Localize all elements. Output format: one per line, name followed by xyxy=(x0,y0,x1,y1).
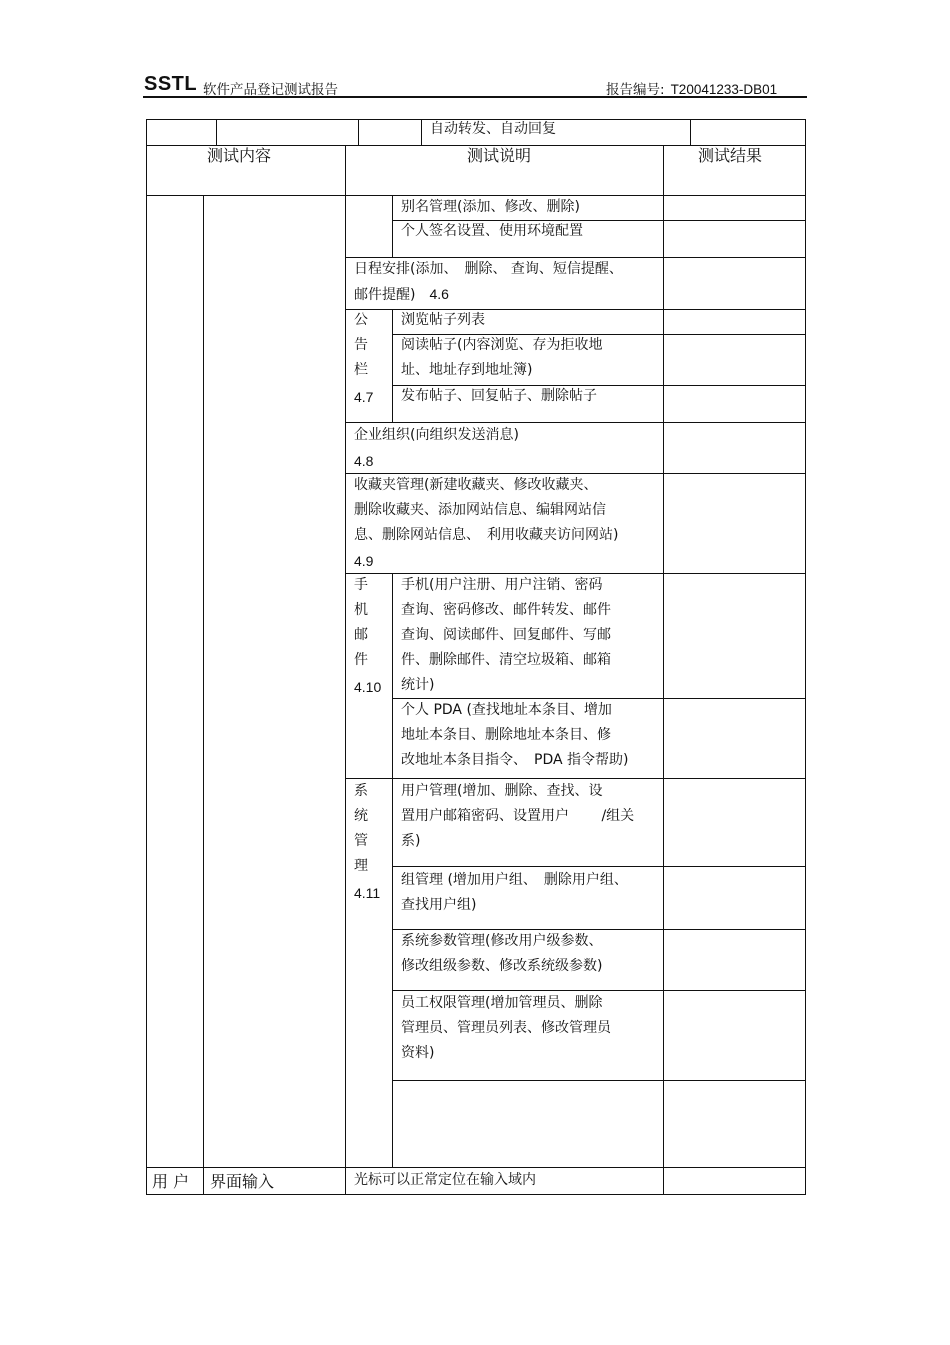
cell-ui-input: 界面输入 xyxy=(210,1172,275,1191)
top-row-text: 自动转发、自动回复 xyxy=(430,121,556,137)
column-header-result: 测试结果 xyxy=(698,146,763,165)
table-border xyxy=(663,145,664,1195)
cell-read-posts: 址、地址存到地址簿) xyxy=(401,362,533,378)
table-border xyxy=(805,119,806,1195)
cell-pda: 改地址本条目指令、 PDA 指令帮助) xyxy=(401,752,629,768)
mobile-char: 机 xyxy=(354,602,368,618)
schedule-text: 邮件提醒) xyxy=(354,287,416,303)
table-border xyxy=(392,866,806,867)
cell-group-mgmt: 查找用户组) xyxy=(401,897,477,913)
column-header-description: 测试说明 xyxy=(467,146,532,165)
mobile-char: 邮 xyxy=(354,627,368,643)
cell-signature: 个人签名设置、使用环境配置 xyxy=(401,223,583,239)
cell-system-params: 修改组级参数、修改系统级参数) xyxy=(401,958,603,974)
report-number-value: T20041233-DB01 xyxy=(670,82,778,97)
table-border xyxy=(392,1080,806,1081)
mobile-section-number: 4.10 xyxy=(354,679,382,695)
system-char: 理 xyxy=(354,858,368,874)
header-divider xyxy=(143,96,807,98)
table-border xyxy=(146,195,147,1195)
table-border xyxy=(345,145,346,1195)
system-char: 统 xyxy=(354,808,368,824)
system-char: 系 xyxy=(354,783,368,799)
cell-user-mgmt: 置用户邮箱密码、设置用户 /组关 xyxy=(401,808,635,824)
bulletin-char: 告 xyxy=(354,337,368,353)
table-border xyxy=(421,119,422,145)
cell-pda: 个人 PDA (查找地址本条目、增加 xyxy=(401,702,612,718)
system-section-number: 4.11 xyxy=(354,885,381,901)
cell-system-params: 系统参数管理(修改用户级参数、 xyxy=(401,933,603,949)
cell-ui-cursor: 光标可以正常定位在输入域内 xyxy=(354,1172,536,1188)
cell-favorites: 删除收藏夹、添加网站信息、编辑网站信 xyxy=(354,502,606,518)
table-border xyxy=(216,119,217,145)
bulletin-char: 公 xyxy=(354,312,368,328)
bulletin-section-number: 4.7 xyxy=(354,389,374,405)
cell-ui-category: 用 户 xyxy=(152,1172,190,1191)
bulletin-char: 栏 xyxy=(354,362,368,378)
mobile-char: 手 xyxy=(354,577,368,593)
table-border xyxy=(203,195,204,1195)
cell-browse-posts: 浏览帖子列表 xyxy=(401,312,485,328)
cell-favorites: 息、删除网站信息、 利用收藏夹访问网站) xyxy=(354,527,619,543)
brand-logo-text: SSTL xyxy=(144,73,198,95)
cell-staff-permissions: 员工权限管理(增加管理员、删除 xyxy=(401,995,603,1011)
cell-staff-permissions: 管理员、管理员列表、修改管理员 xyxy=(401,1020,611,1036)
table-border xyxy=(392,778,393,1167)
cell-group-mgmt: 组管理 (增加用户组、 删除用户组、 xyxy=(401,872,628,888)
cell-alias: 别名管理(添加、修改、删除) xyxy=(401,199,580,215)
cell-user-mgmt: 用户管理(增加、删除、查找、设 xyxy=(401,783,603,799)
document-title: 软件产品登记测试报告 xyxy=(203,82,338,98)
table-border xyxy=(146,1194,806,1195)
table-border xyxy=(392,195,393,257)
cell-enterprise-org: 企业组织(向组织发送消息) xyxy=(354,427,519,443)
cell-favorites: 收藏夹管理(新建收藏夹、修改收藏夹、 xyxy=(354,477,598,493)
cell-phone: 统计) xyxy=(401,677,435,693)
table-border xyxy=(146,119,147,195)
system-char: 管 xyxy=(354,833,368,849)
cell-pda: 地址本条目、删除地址本条目、修 xyxy=(401,727,611,743)
table-border xyxy=(358,119,359,145)
cell-phone: 件、删除邮件、清空垃圾箱、邮箱 xyxy=(401,652,611,668)
table-border xyxy=(392,309,393,422)
cell-schedule-line xyxy=(354,282,449,308)
cell-phone: 查询、密码修改、邮件转发、邮件 xyxy=(401,602,611,618)
cell-phone: 手机(用户注册、用户注销、密码 xyxy=(401,577,603,593)
report-number-label: 报告编号: xyxy=(606,82,665,98)
table-border xyxy=(392,573,393,778)
report-number xyxy=(606,78,777,98)
column-header-content: 测试内容 xyxy=(207,146,272,165)
favorites-section-number: 4.9 xyxy=(354,553,374,569)
system-mgmt-category-label xyxy=(354,779,374,879)
cell-staff-permissions: 资料) xyxy=(401,1045,435,1061)
cell-read-posts: 阅读帖子(内容浏览、存为拒收地 xyxy=(401,337,603,353)
cell-publish-posts: 发布帖子、回复帖子、删除帖子 xyxy=(401,388,597,404)
org-section-number: 4.8 xyxy=(354,453,374,469)
cell-user-mgmt: 系) xyxy=(401,833,421,849)
mobile-char: 件 xyxy=(354,652,368,668)
schedule-section-number: 4.6 xyxy=(429,286,449,302)
cell-phone: 查询、阅读邮件、回复邮件、写邮 xyxy=(401,627,611,643)
cell-schedule-line: 日程安排(添加、 删除、 查询、短信提醒、 xyxy=(354,261,623,277)
bulletin-category-label xyxy=(354,308,374,383)
mobile-mail-category-label xyxy=(354,573,374,673)
table-border xyxy=(690,119,691,145)
